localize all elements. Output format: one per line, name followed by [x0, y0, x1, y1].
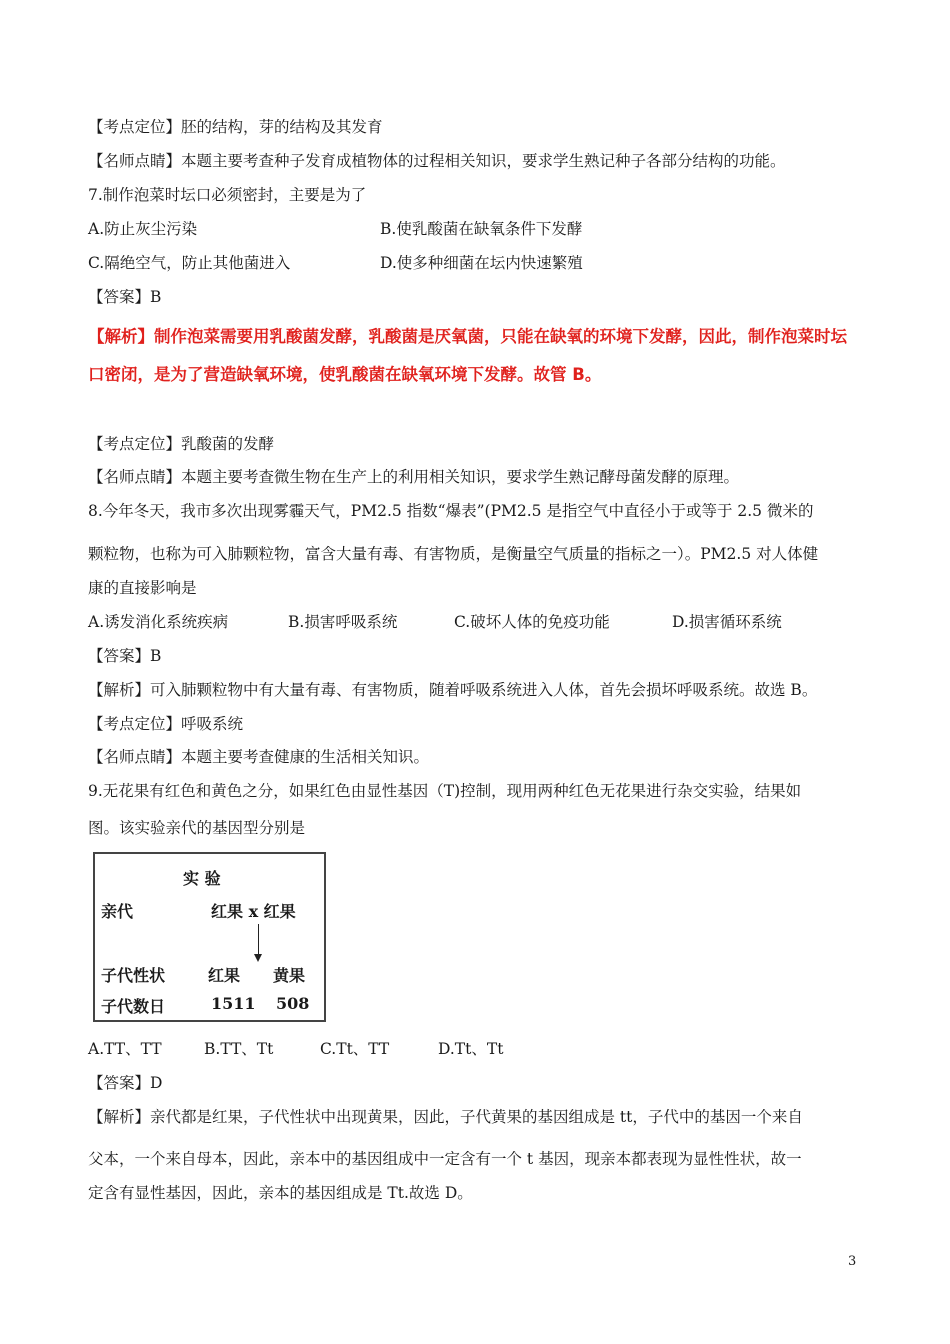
experiment-figure	[93, 852, 326, 1022]
cross-label: 红果 x 红果	[211, 902, 296, 921]
q8-knowledge-point: 【考点定位】呼吸系统	[88, 715, 244, 733]
knowledge-point: 【考点定位】胚的结构，芽的结构及其发育	[88, 118, 383, 136]
q7-option-a: A.防止灰尘污染	[88, 220, 198, 238]
question-9-line-2: 图。该实验亲代的基因型分别是	[88, 819, 306, 837]
q9-option-c: C.Tt、TT	[320, 1040, 390, 1058]
question-8-line-2: 颗粒物，也称为可入肺颗粒物，富含大量有毒、有害物质，是衡量空气质量的指标之一）。PM2.5 对人体健	[88, 545, 819, 563]
q9-analysis-line-1: 【解析】亲代都是红果，子代性状中出现黄果，因此，子代黄果的基因组成是 tt，子代中的基因一个来自	[88, 1108, 803, 1126]
question-8-line-1: 8.今年冬天，我市多次出现雾霾天气，PM2.5 指数“爆表”(PM2.5 是指空气中直径小于或等于 2.5 微米的	[88, 502, 814, 520]
q9-option-b: B.TT、Tt	[204, 1040, 274, 1058]
question-8-line-3: 康的直接影响是	[88, 579, 197, 597]
q7-analysis-line-1: 【解析】制作泡菜需要用乳酸菌发酵，乳酸菌是厌氧菌，只能在缺氧的环境下发酵，因此，制作泡菜时坛	[88, 327, 847, 346]
q8-option-b: B.损害呼吸系统	[288, 613, 398, 631]
page-number: 3	[848, 1254, 857, 1269]
q7-teacher-note: 【名师点睛】本题主要考查微生物在生产上的利用相关知识，要求学生熟记酵母菌发酵的原理。	[88, 468, 740, 486]
q7-knowledge-point: 【考点定位】乳酸菌的发酵	[88, 435, 275, 453]
red-count: 1511	[211, 994, 256, 1013]
q7-option-b: B.使乳酸菌在缺氧条件下发酵	[380, 220, 583, 238]
q7-answer: 【答案】B	[88, 288, 162, 306]
q8-option-c: C.破坏人体的免疫功能	[454, 613, 610, 631]
offspring-trait-label: 子代性状	[101, 966, 166, 985]
arrow-down-icon	[254, 954, 262, 962]
q8-answer: 【答案】B	[88, 647, 162, 665]
q8-option-d: D.损害循环系统	[672, 613, 782, 631]
yellow-count: 508	[276, 994, 310, 1013]
q9-answer: 【答案】D	[88, 1074, 163, 1092]
red-fruit-label: 红果	[208, 966, 241, 985]
q7-option-c: C.隔绝空气，防止其他菌进入	[88, 254, 291, 272]
yellow-fruit-label: 黄果	[273, 966, 306, 985]
figure-title: 实 验	[183, 869, 221, 888]
parent-label: 亲代	[101, 902, 134, 921]
q8-option-a: A.诱发消化系统疾病	[88, 613, 229, 631]
q9-analysis-line-2: 父本，一个来自母本，因此，亲本中的基因组成中一定含有一个 t 基因，现亲本都表现为显性性状，故一	[88, 1150, 802, 1168]
teacher-note: 【名师点睛】本题主要考查种子发育成植物体的过程相关知识，要求学生熟记种子各部分结构的功能。	[88, 152, 786, 170]
q7-option-d: D.使多种细菌在坛内快速繁殖	[380, 254, 583, 272]
q8-analysis: 【解析】可入肺颗粒物中有大量有毒、有害物质，随着呼吸系统进入人体，首先会损坏呼吸系统。故选 B。	[88, 681, 818, 699]
question-9-line-1: 9.无花果有红色和黄色之分，如果红色由显性基因（T)控制，现用两种红色无花果进行杂交实验，结果如	[88, 782, 802, 800]
q7-analysis-line-2: 口密闭，是为了营造缺氧环境，使乳酸菌在缺氧环境下发酵。故管 B。	[88, 365, 602, 384]
question-7: 7.制作泡菜时坛口必须密封，主要是为了	[88, 186, 367, 204]
q9-option-d: D.Tt、Tt	[438, 1040, 504, 1058]
arrow-line	[258, 924, 259, 956]
q9-option-a: A.TT、TT	[88, 1040, 162, 1058]
q9-analysis-line-3: 定含有显性基因，因此，亲本的基因组成是 Tt.故选 D。	[88, 1184, 473, 1202]
offspring-count-label: 子代数日	[101, 997, 166, 1016]
q8-teacher-note: 【名师点睛】本题主要考查健康的生活相关知识。	[88, 748, 430, 766]
